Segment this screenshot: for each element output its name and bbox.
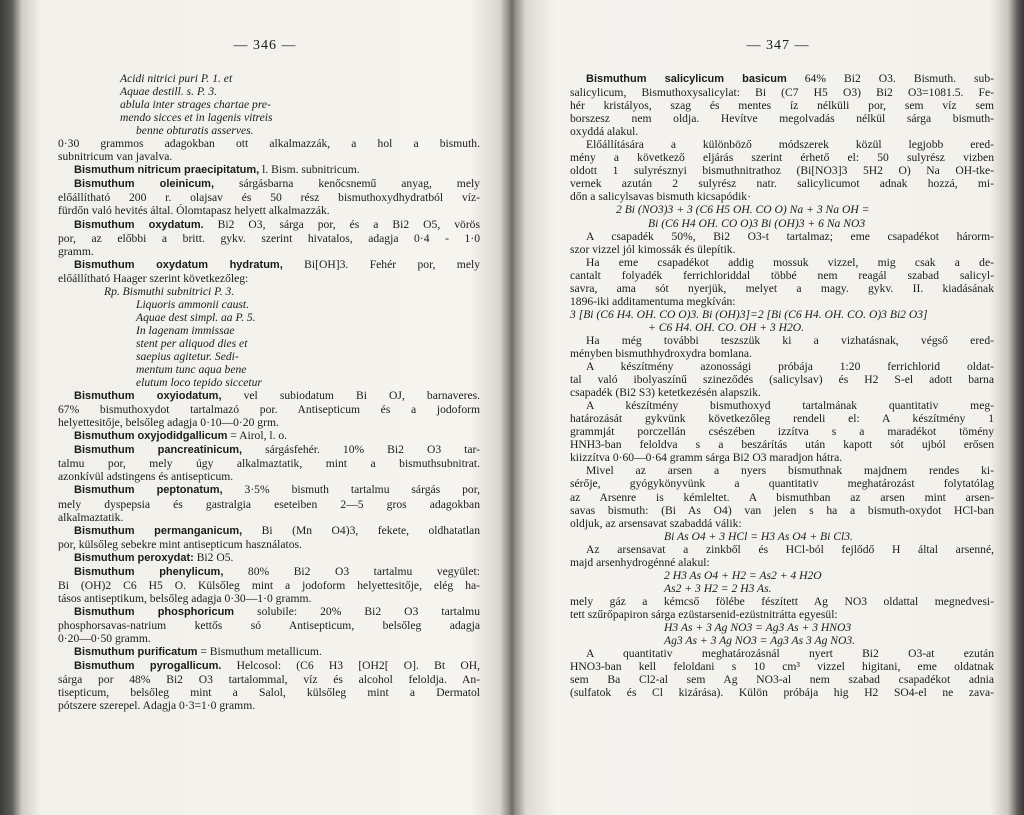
text-line: + C6 H4. OH. CO. OH + 3 H2O. (648, 320, 805, 334)
text-line: 2 Bi (NO3)3 + 3 (C6 H5 OH. CO O) Na + 3 Na OH = (616, 203, 870, 217)
text-line: Bismuthum oxydatum. Bi2 O3, sárga por, és a Bi2 O5, vörös (74, 217, 480, 231)
text-line: Bismuthum nitricum praecipitatum, l. Bism. subnitricum. (74, 163, 360, 177)
right-page (552, 0, 1004, 815)
text-line: sem Ba Cl2-al sem Ag NO3-al nem szabad csapadékot adnia (570, 673, 994, 687)
text-line: Bismuthum peroxydat: Bi2 O5. (74, 550, 234, 564)
text-line: talmu por, mely úgy alkalmaztatik, mint a bismuthsubnitrat. (58, 457, 480, 471)
text-line: Bismuthum pyrogallicum. Helcosol: (C6 H3 [OH2[ O]. Bt OH, (74, 659, 480, 673)
text-line: Bismuthum pancreatinicum, sárgásfehér. 10% Bi2 O3 tar- (74, 443, 480, 457)
text-line: HNO3-ban kell feloldani s 10 cm³ vizzel higitani, eme oldatnak (570, 660, 994, 674)
text-line: H3 As + 3 Ag NO3 = Ag3 As + 3 HNO3 (664, 620, 852, 634)
text-line: por, az előbbi a britt. gykv. szerint hivatalos, adagja 0·4 - 1·0 (58, 231, 480, 245)
text-line: tásos antiseptikum, belsőleg adagja 0·30—1·0 gramm. (58, 591, 312, 605)
text-line: stent per aliquod dies et (136, 336, 248, 350)
text-line: gramm. (58, 244, 94, 258)
text-line: hér kristályos, szag és mentes íz nélküli por, sem víz sem (570, 99, 994, 113)
text-line: pótszere szerepel. Adagja 0·3=1·0 gramm. (58, 699, 256, 713)
text-line: Bismuthum phenylicum, 80% Bi2 O3 tartalmu vegyület: (74, 564, 480, 578)
text-line: (sulfatok és Cl kizárása). Külön próbája hig H2 SO4-el ne zava- (570, 686, 994, 700)
text-line: alkalmaztatik. (58, 510, 124, 524)
text-line: elutum loco tepido siccetur (136, 376, 262, 390)
text-line: Bismuthum purificatum = Bismuthum metallicum. (74, 645, 322, 659)
text-line: Bismuthum salicylicum basicum 64% Bi2 O3. Bismuth. sub- (586, 72, 994, 85)
text-line: mely gáz a kémcső fölébe fészített Ag NO3 oldattal megnedvesi- (570, 594, 994, 608)
text-line: sárga por 48% Bi2 O3 tartalommal, víz és alcohol feloldja. An- (58, 673, 480, 687)
text-line: mely dyspepsia és gastralgia eseteiben 2—5 gros adagokban (58, 497, 480, 511)
text-line: mény a következő eljárás szerint érhető el: 50 sulyrész vizben (570, 151, 994, 165)
text-line: Acidi nitrici puri P. 1. et (120, 72, 233, 85)
text-line: vernek azután 2 sulyrész natr. salicylicumot adnak hozzá, mi- (570, 177, 994, 191)
text-line: határozását gykvünk következőleg rendeli el: A készítmény 1 (570, 412, 994, 426)
text-line: 0·20—0·50 gramm. (58, 631, 151, 645)
text-line: Bismuthum peptonatum, 3·5% bismuth tartalmu sárgás por, (74, 483, 480, 497)
text-line: Rp. Bismuthi subnitrici P. 3. (104, 284, 235, 298)
text-line: csapadék (Bi2 S3) ketetkezésén alapszik. (570, 386, 761, 400)
text-line: Bismuthum oleinicum, sárgásbarna kenőcsnemű anyag, mely (74, 177, 480, 191)
page-number: — 347 — (746, 38, 810, 53)
text-line: Ha még további teszszük ki a vizhatásnak, végső ered- (586, 333, 994, 347)
text-line: cantalt folyadék ferrichloriddal többé nem reagál szabad salicyl- (570, 268, 994, 282)
text-line: benne obturatis asserves. (136, 124, 254, 138)
text-line: mentum tunc aqua bene (136, 363, 247, 377)
text-line: por, külsőleg sebekre mint antisepticum használatos. (58, 537, 302, 551)
text-line: Bi (OH)2 C6 H5 O. Külsőleg mint a jodoform helyettesitője, elég ha- (58, 578, 480, 592)
text-line: 67% bismuthoxydot tartalmazó por. Antisepticum és a jodoform (58, 403, 480, 417)
text-line: előállítható 200 r. olajsav és 50 rész bismuthoxydhydratból víz- (58, 191, 480, 205)
text-line: Aquae destill. s. P. 3. (120, 85, 218, 99)
text-line: Mivel az arsen a nyers bismuthnak majdnem rendes ki- (586, 464, 994, 478)
text-line: saepius agitetur. Sedi- (136, 349, 239, 363)
text-line: 0·30 grammos adagokban ott alkalmazzák, a hol a bismuth. (58, 137, 480, 151)
text-line: sérője, gyógykönyvünk a quantitativ meghatározást folytatólag (570, 477, 994, 491)
text-line: grammját porczellán csészében izzítva s a maradékot tömény (570, 425, 994, 439)
text-line: Bi As O4 + 3 HCl = H3 As O4 + Bi Cl3. (664, 529, 853, 543)
page-text (570, 72, 994, 699)
text-line: Az arsensavat a zinkből és HCl-ból fejlődő H által arsenné, (586, 542, 994, 556)
page-text (58, 72, 480, 712)
text-line: Bismuthum oxyjodidgallicum = Airol, l. o. (74, 429, 288, 443)
text-line: borszesz nem oldja. Hevítve megolvadás nélkül sárga bismuth- (570, 112, 994, 126)
text-line: Ag3 As + 3 Ag NO3 = Ag3 As 3 Ag NO3. (664, 634, 856, 648)
text-line: az Arsenre is kémleltet. A bismuthban az arsen mint arsen- (570, 490, 994, 504)
text-line: mendo sicces et in lagenis vitreis (120, 111, 273, 125)
text-line: phosphorsavas-natrium kettős só Antisepticum, belsőleg adagja (58, 618, 480, 632)
text-line: szor vizzel jól kimossák és ülepítik. (570, 242, 736, 256)
left-page (40, 0, 490, 815)
text-line: oldott 1 sulyrésznyi bismuthnitrathoz (Bi[NO3]3 5H2 O) Na OH-tke- (570, 164, 994, 178)
text-line: tett szűrőpapiron sárga ezüstarsenid-ezüstnitrátta egyesül: (570, 607, 838, 621)
text-line: fürdőn való hevités által. Ólomtapasz helyett alkalmazzák. (58, 204, 330, 218)
text-line: tal való ibolyaszínű szineződés (salicylsav) és H2 S-el adott barna (570, 373, 994, 387)
text-line: Előállítására a különböző módszerek közül legjobb ered- (586, 138, 994, 152)
text-line: Bismuthum permanganicum, Bi (Mn O4)3, fekete, oldhatatlan (74, 523, 480, 537)
text-line: In lagenam immissae (136, 323, 235, 337)
text-line: helyettesitője, belsőleg adagja 0·10—0·20 grm. (58, 416, 279, 430)
text-line: HNH3-ban feloldva s a beszárítás után kapott sót ujból erősen (570, 438, 994, 452)
text-line: A készítmény bismuthoxyd tartalmának quantitativ meg- (586, 399, 994, 413)
text-line: oldjuk, az arsensavat szabaddá válik: (570, 516, 742, 530)
text-line: A készítmény azonossági próbája 1:20 ferrichlorid oldat- (586, 360, 994, 374)
text-line: oxyddá alakul. (570, 125, 639, 139)
text-line: dőn a salicylsavas bismuth kicsapódik· (570, 190, 751, 204)
text-line: savra, ama sót nyerjük, melyet a magy. gykv. II. kiadásának (570, 281, 994, 295)
page-number: — 346 — (233, 38, 297, 53)
text-line: 2 H3 As O4 + H2 = As2 + 4 H2O (664, 568, 822, 582)
text-line: Liquoris ammonii caust. (136, 297, 250, 311)
text-line: kiizzítva 0·60—0·64 gramm sárga Bi2 O3 maradjon hátra. (570, 451, 843, 465)
text-line: savas bismuth: (Bi As O4) van jelen s ha a bismuth-oxydot HCl-ban (570, 503, 994, 517)
text-line: azonkívül adstingens és antisepticum. (58, 470, 234, 484)
text-line: ablula inter strages chartae pre- (120, 98, 271, 112)
text-line: Ha eme csapadékot addig mossuk vizzel, mig csak a de- (586, 255, 994, 269)
text-line: 3 [Bi (C6 H4. OH. CO O)3. Bi (OH)3]=2 [Bi (C6 H4. OH. CO. O)3 Bi2 O3] (570, 307, 928, 321)
text-line: tisepticum, belsőleg mint a Salol, külsőleg mint a Dermatol (58, 686, 480, 700)
text-line: előállítható Haager szerint következőleg: (58, 271, 249, 285)
text-line: salicylicum, Bismuthoxysalicylat: Bi (C7 H5 O3) Bi2 O3=1081.5. Fe- (570, 86, 994, 100)
text-line: majd arsenhydrogénné alakul: (570, 555, 710, 569)
text-line: Aquae dest simpl. aa P. 5. (136, 310, 256, 324)
text-line: A csapadék 50%, Bi2 O3-t tartalmaz; eme csapadékot hárorm- (586, 229, 994, 243)
text-line: Bismuthum oxyiodatum, vel subiodatum Bi OJ, barnaveres. (74, 389, 480, 403)
text-line: ményben bismuthhydroxydra bomlana. (570, 346, 752, 360)
text-line: subnitricum van javalva. (58, 150, 173, 164)
text-line: Bi (C6 H4 OH. CO O)3 Bi (OH)3 + 6 Na NO3 (648, 216, 866, 230)
text-line: Bismuthum phosphoricum solubile: 20% Bi2 O3 tartalmu (74, 604, 480, 618)
text-line: 1896-iki additamentuma megkíván: (570, 294, 736, 308)
text-line: As2 + 3 H2 = 2 H3 As. (664, 581, 772, 595)
text-line: A quantitativ meghatározásnál nyert Bi2 O3-at ezután (586, 647, 994, 661)
text-line: Bismuthum oxydatum hydratum, Bi[OH]3. Fehér por, mely (74, 257, 480, 271)
